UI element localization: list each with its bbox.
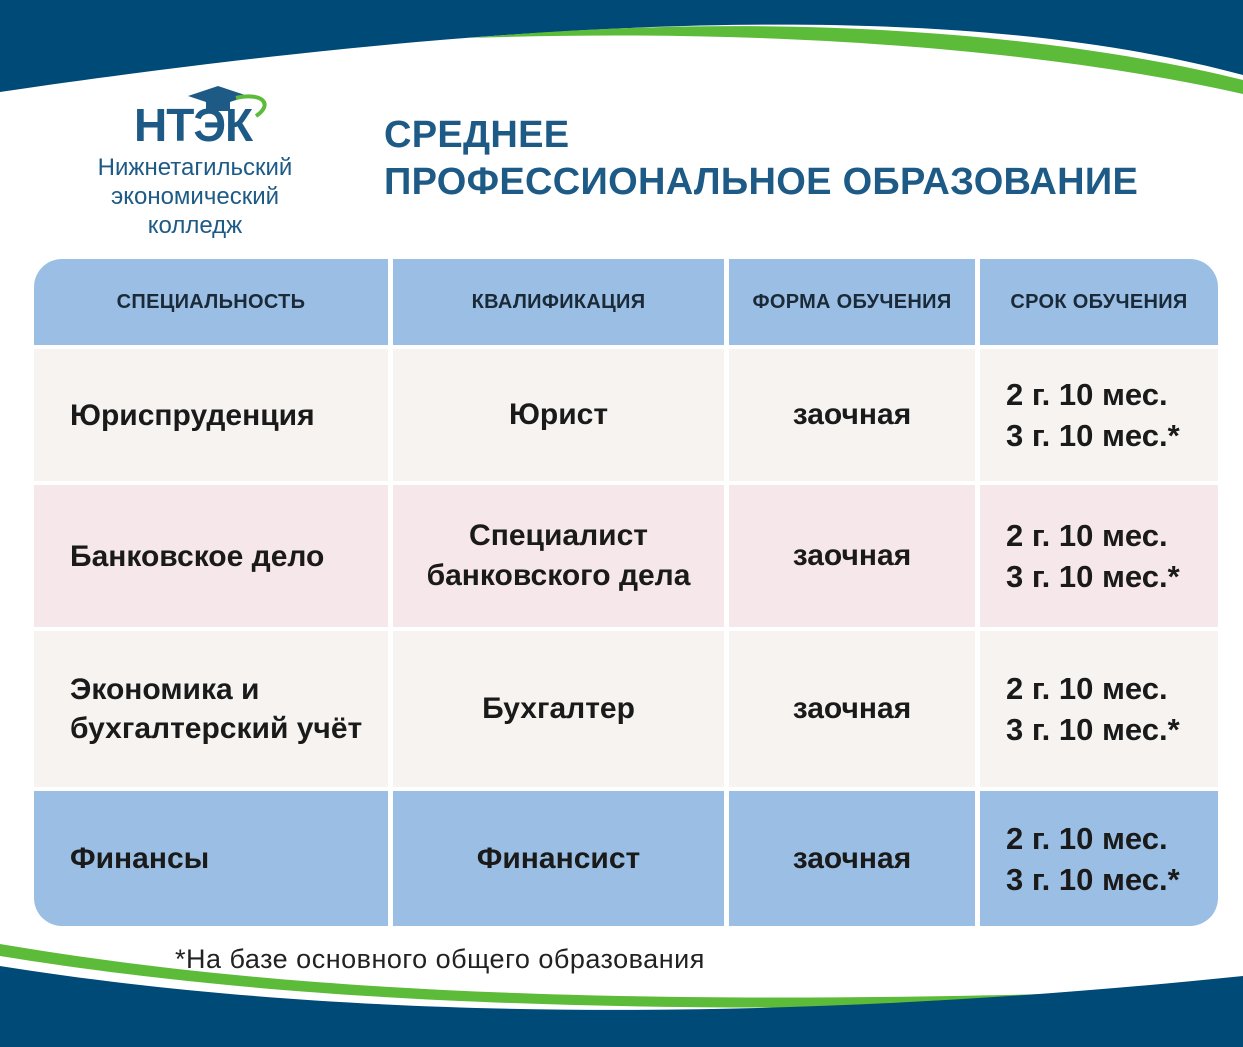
row-4-duration-1: 2 г. 10 мес. [1006,820,1168,856]
row-2-qualification: Специалист банковского дела [393,485,724,627]
row-3-form: заочная [729,631,975,787]
logo-line-1: Нижнетагильский [97,154,293,181]
row-2-form: заочная [729,485,975,627]
title-line-1: СРЕДНЕЕ [384,114,570,156]
row-4-qualification: Финансист [393,791,724,926]
title-line-2: ПРОФЕССИОНАЛЬНОЕ ОБРАЗОВАНИЕ [384,161,1139,203]
logo-abbreviation: НТЭК [134,99,253,151]
row-1-specialty: Юриспруденция [34,349,388,481]
row-2-duration-1: 2 г. 10 мес. [1006,518,1168,553]
header-form: ФОРМА ОБУЧЕНИЯ [729,259,975,345]
footnote: *На базе основного общего образования [175,944,705,974]
row-1-form: заочная [729,349,975,481]
row-4-duration-2: 3 г. 10 мес.* [1006,861,1180,897]
logo-line-3: колледж [147,212,243,239]
row-1-duration [980,349,1218,481]
row-3-duration-2: 3 г. 10 мес.* [1006,712,1180,747]
row-1-qualification: Юрист [393,349,724,481]
row-3-specialty: Экономика и бухгалтерский учёт [34,631,388,787]
row-3-duration [980,631,1218,787]
row-3-duration-1: 2 г. 10 мес. [1006,671,1168,706]
row-3-qualification: Бухгалтер [393,631,724,787]
row-4-form: заочная [729,791,975,926]
row-2-duration-2: 3 г. 10 мес.* [1006,559,1180,594]
programs-table [34,259,1218,926]
page-title [384,112,1138,206]
row-4-specialty: Финансы [34,791,388,926]
header-specialty: СПЕЦИАЛЬНОСТЬ [34,259,388,345]
row-2-specialty: Банковское дело [34,485,388,627]
logo-line-2: экономический [110,183,280,210]
header-qualification: КВАЛИФИКАЦИЯ [393,259,724,345]
row-4-duration [980,791,1218,926]
header-duration: СРОК ОБУЧЕНИЯ [980,259,1218,345]
college-logo [70,84,320,244]
row-1-duration-2: 3 г. 10 мес.* [1006,418,1180,453]
row-1-duration-1: 2 г. 10 мес. [1006,377,1168,412]
row-2-duration [980,485,1218,627]
